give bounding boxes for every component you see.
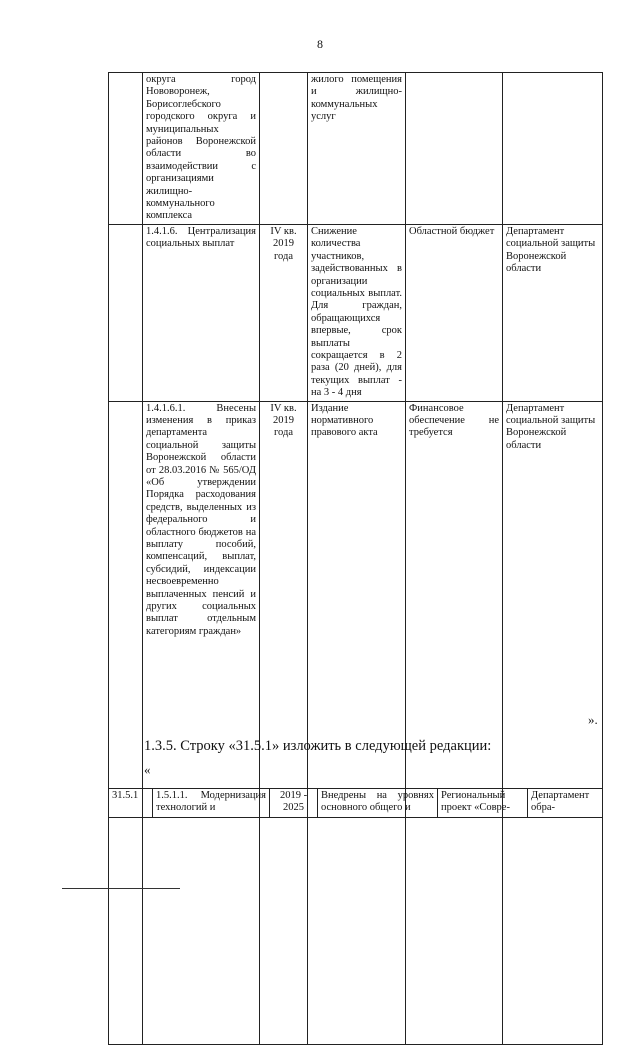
table-cell-responsible: Департамент социальной защиты Воронежской области — [503, 224, 603, 401]
table-cell-index — [109, 73, 143, 225]
table-cell-result: Издание нормативного правового акта — [308, 401, 406, 1044]
table-cell-deadline: 2019 - 2025 — [270, 789, 318, 818]
table-cell-index: 31.5.1 — [109, 789, 153, 818]
table-cell-funding: Региональный проект «Совре- — [438, 789, 528, 818]
table-row — [109, 401, 603, 1044]
table-cell-measure: 1.4.1.6.1. Внесены изменения в приказ департамента социальной защиты Воронежской области от 28.03.2016 № 565/ОД «Об утверждении Порядка расходования средств, выделенных из федерального и областного бюджетов на выплату пособий, компенсаций, выплат, субсидий, индексации несвоевременно выплаченных пенсий и других социальных выплат отдельным категориям граждан» — [143, 401, 260, 1044]
table-row — [109, 73, 603, 225]
table-cell-funding: Финансовое обеспечение не требуется — [406, 401, 503, 1044]
table-cell-deadline — [260, 73, 308, 225]
table-cell-responsible — [503, 73, 603, 225]
table-cell-measure: 1.4.1.6. Централизация социальных выплат — [143, 224, 260, 401]
table-cell-index — [109, 401, 143, 1044]
table-cell-result: Снижение количества участников, задействованных в организации социальных выплат. Для граждан, обращающихся впервые, срок выплаты сокращается в 2 раза (20 дней), для текущих выплат - на 3 - 4 дня — [308, 224, 406, 401]
table-row — [109, 224, 603, 401]
table-cell-result: Внедрены на уровнях основного общего и — [318, 789, 438, 818]
table-cell-responsible: Департамент социальной защиты Воронежской области — [503, 401, 603, 1044]
closing-quote: ». — [588, 712, 598, 727]
replacement-row-table — [108, 788, 603, 818]
table-cell-funding: Областной бюджет — [406, 224, 503, 401]
table-row — [109, 789, 603, 818]
table-cell-measure: 1.5.1.1. Модернизация технологий и — [153, 789, 270, 818]
opening-quote: « — [144, 762, 151, 777]
page-number: 8 — [317, 37, 323, 51]
table-cell-responsible: Департамент обра- — [528, 789, 603, 818]
table-cell-deadline: IV кв. 2019 года — [260, 401, 308, 1044]
table-cell-funding — [406, 73, 503, 225]
table-cell-deadline: IV кв. 2019 года — [260, 224, 308, 401]
amendment-paragraph: 1.3.5. Строку «31.5.1» изложить в следующей редакции: — [144, 738, 492, 754]
table-cell-index — [109, 224, 143, 401]
footnote-divider — [62, 888, 180, 889]
table-cell-result: жилого помещения и жилищно-коммунальных услуг — [308, 73, 406, 225]
measures-table — [108, 72, 603, 1045]
table-cell-measure: округа город Нововоронеж, Борисоглебского городского округа и муниципальных районов Воронежской области во взаимодействии с организациями жилищно-коммунального комплекса — [143, 73, 260, 225]
